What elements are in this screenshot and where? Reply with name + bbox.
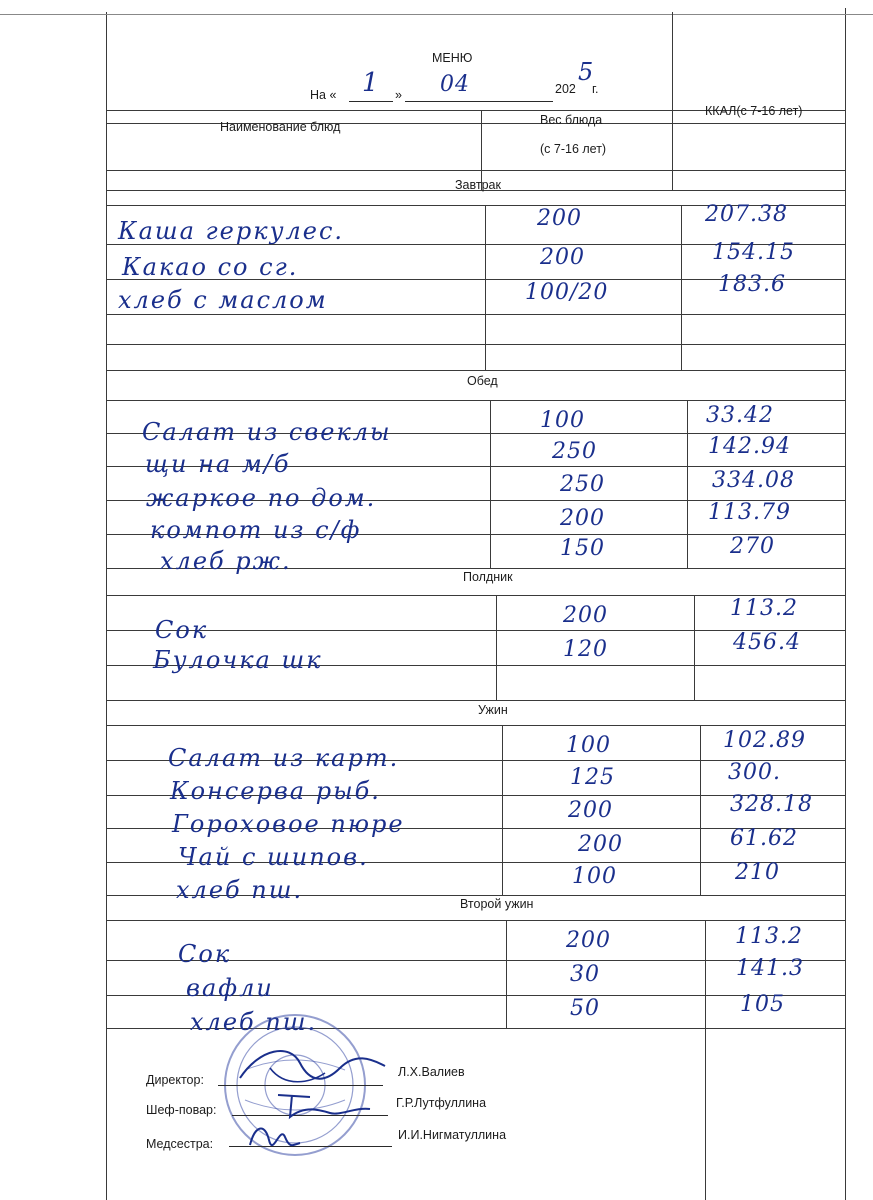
dish-name: Консерва рыб. [170,777,381,805]
dish-weight: 200 [540,245,585,270]
date-month: 04 [440,72,470,97]
dish-weight: 120 [563,637,608,662]
dish-weight: 100 [566,733,611,758]
dish-kcal: 334.08 [712,468,795,493]
col-kcal-header: ККАЛ(с 7-16 лет) [705,104,803,118]
dish-kcal: 61.62 [730,826,798,851]
date-year-digit: 5 [578,58,595,86]
dish-kcal: 328.18 [730,792,813,817]
dish-kcal: 300. [728,760,781,785]
dish-weight: 200 [566,928,611,953]
date-year-prefix: 202 [555,82,576,96]
dish-kcal: 33.42 [706,403,774,428]
dish-name: хлеб с маслом [118,286,328,314]
dish-name: компот из с/ф [150,516,362,544]
dish-name: Салат из свеклы [142,418,392,446]
dish-weight: 100 [572,864,617,889]
dish-kcal: 113.2 [730,596,798,621]
dish-kcal: 210 [735,860,780,885]
dish-kcal: 113.79 [708,500,791,525]
dish-weight: 50 [570,996,600,1021]
top-edge [0,14,873,15]
col-weight-header-2: (с 7-16 лет) [540,142,607,156]
dish-kcal: 105 [740,992,785,1017]
dish-weight: 100/20 [525,280,609,305]
dish-weight: 125 [570,765,615,790]
section-title-second-dinner: Второй ужин [460,897,534,911]
col-name-header: Наименование блюд [220,120,341,134]
section-title-lunch: Обед [467,374,498,388]
dish-name: вафли [186,974,274,1002]
dish-weight: 150 [560,536,605,561]
dish-name: Каша геркулес. [118,217,345,245]
dish-kcal: 154.15 [712,240,795,265]
dish-name: Булочка шк [153,646,323,674]
dish-kcal: 456.4 [733,630,801,655]
section-title-dinner: Ужин [478,703,508,717]
dish-name: жаркое по дом. [146,484,377,512]
date-quote-close: » [395,88,402,102]
dish-name: щи на м/б [145,450,291,478]
dish-name: Сок [155,616,209,644]
dish-weight: 200 [537,206,582,231]
dish-weight: 200 [563,603,608,628]
dish-name: Чай с шипов. [178,843,369,871]
dish-kcal: 102.89 [723,728,806,753]
dish-weight: 200 [568,798,613,823]
dish-weight: 200 [560,506,605,531]
director-name: Л.Х.Валиев [398,1065,465,1079]
nurse-signature [245,1115,305,1155]
chef-name: Г.Р.Лутфуллина [396,1096,487,1110]
director-label: Директор: [146,1073,204,1087]
right-border [845,8,846,1200]
dish-name: хлеб пш. [176,876,304,904]
dish-name: Какао со сг. [122,253,299,281]
nurse-label: Медсестра: [146,1137,214,1151]
dish-name: хлеб рж. [160,547,292,575]
dish-weight: 200 [578,832,623,857]
dish-name: Гороховое пюре [172,810,405,838]
month-blank [405,101,553,102]
dish-weight: 250 [560,472,605,497]
section-title-snack: Полдник [463,570,513,584]
col-weight-header-1: Вес блюда [540,113,603,127]
day-blank [349,101,393,102]
nurse-name: И.И.Нигматуллина [398,1128,507,1142]
dish-kcal: 207.38 [705,202,788,227]
menu-title: МЕНЮ [432,51,473,65]
date-prefix: На « [310,88,337,102]
dish-name: Сок [178,940,232,968]
dish-kcal: 113.2 [735,924,803,949]
dish-weight: 100 [540,408,585,433]
dish-kcal: 142.94 [708,434,791,459]
chef-label: Шеф-повар: [146,1103,217,1117]
dish-name: Салат из карт. [168,744,400,772]
section-title-breakfast: Завтрак [455,178,501,192]
dish-name: хлеб пш. [190,1008,318,1036]
date-year-suffix: г. [592,82,599,96]
dish-kcal: 270 [730,534,775,559]
dish-kcal: 141.3 [736,956,804,981]
dish-weight: 30 [570,962,600,987]
date-day: 1 [362,68,380,98]
dish-kcal: 183.6 [718,272,786,297]
dish-weight: 250 [552,439,597,464]
